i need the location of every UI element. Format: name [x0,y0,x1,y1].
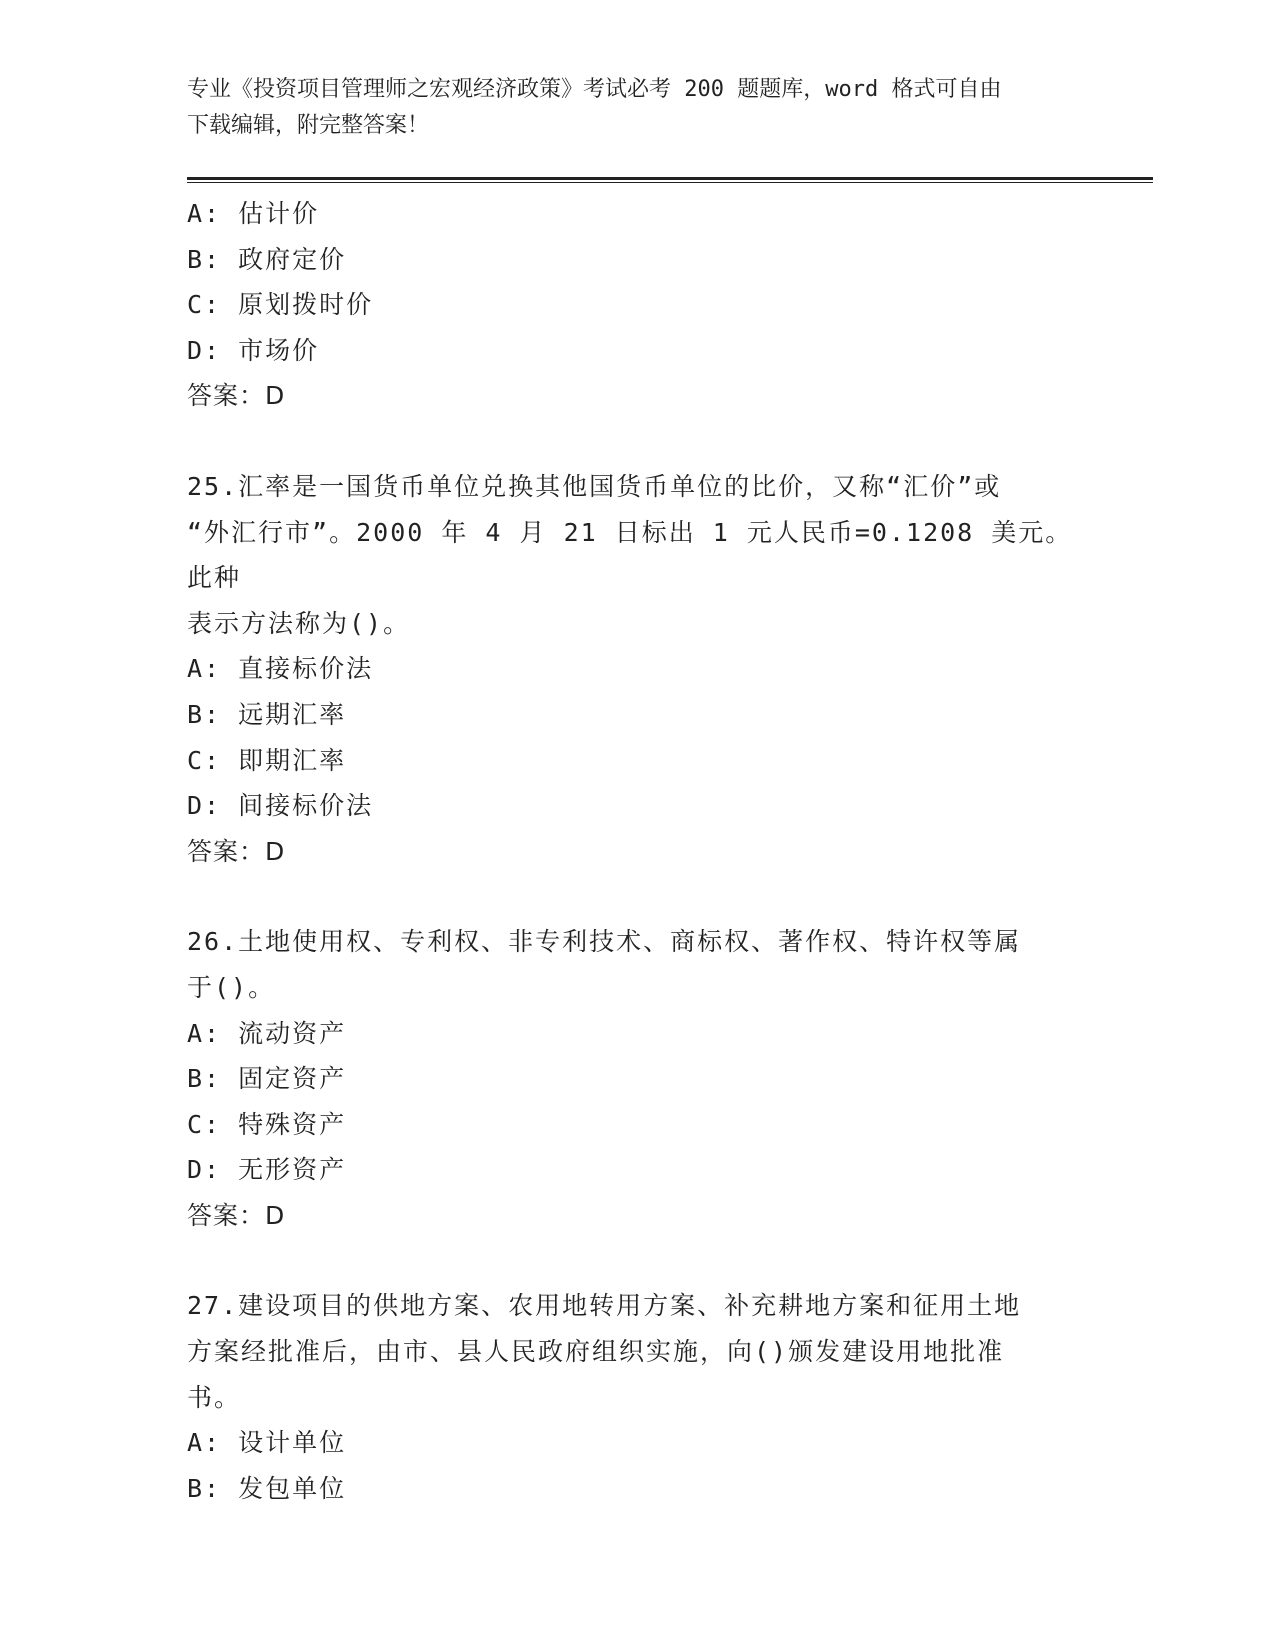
option-c: C: 即期汇率 [187,745,347,775]
option-c: C: 原划拨时价 [187,290,374,320]
question-25 [187,464,1087,874]
option-b: B: 固定资产 [187,1064,347,1094]
question-stem: 27.建设项目的供地方案、农用地转用方案、补充耕地方案和征用土地 [187,1291,1022,1321]
option-b: B: 远期汇率 [187,699,347,729]
option-b: B: 发包单位 [187,1473,347,1503]
header-line-2: 下载编辑，附完整答案！ [187,113,430,138]
option-d: D: 无形资产 [187,1155,347,1185]
option-a: A: 估计价 [187,199,320,228]
spacer [187,419,1087,464]
question-stem: 表示方法称为()。 [187,608,411,638]
question-list [187,191,1087,1511]
answer: 答案：D [187,381,286,411]
option-a: A: 设计单位 [187,1428,347,1458]
header-divider-thick [187,177,1153,180]
header-line-1: 专业《投资项目管理师之宏观经济政策》考试必考 200 题题库，word 格式可自由 [187,77,1002,102]
option-a: A: 直接标价法 [187,654,374,684]
question-stem: 25.汇率是一国货币单位兑换其他国货币单位的比价，又称“汇价”或 [187,471,1002,501]
question-stem: 于()。 [187,972,276,1002]
option-d: D: 间接标价法 [187,791,374,821]
option-b: B: 政府定价 [187,244,347,274]
document-header [187,72,1087,144]
spacer [187,1238,1087,1283]
spacer [187,874,1087,919]
question-24-continued [187,191,1087,419]
question-stem: 方案经批准后，由市、县人民政府组织实施，向()颁发建设用地批准 [187,1337,1005,1367]
option-c: C: 特殊资产 [187,1109,347,1139]
question-27 [187,1283,1087,1511]
question-stem: 书。 [187,1382,242,1412]
answer: 答案：D [187,1200,286,1230]
answer: 答案：D [187,836,286,866]
option-d: D: 市场价 [187,335,320,365]
option-a: A: 流动资产 [187,1018,347,1048]
question-stem: “外汇行市”。2000 年 4 月 21 日标出 1 元人民币=0.1208 美元。此种 [187,517,1073,593]
question-stem: 26.土地使用权、专利权、非专利技术、商标权、著作权、特许权等属 [187,927,1022,957]
question-26 [187,919,1087,1238]
header-divider-thin [187,182,1153,183]
